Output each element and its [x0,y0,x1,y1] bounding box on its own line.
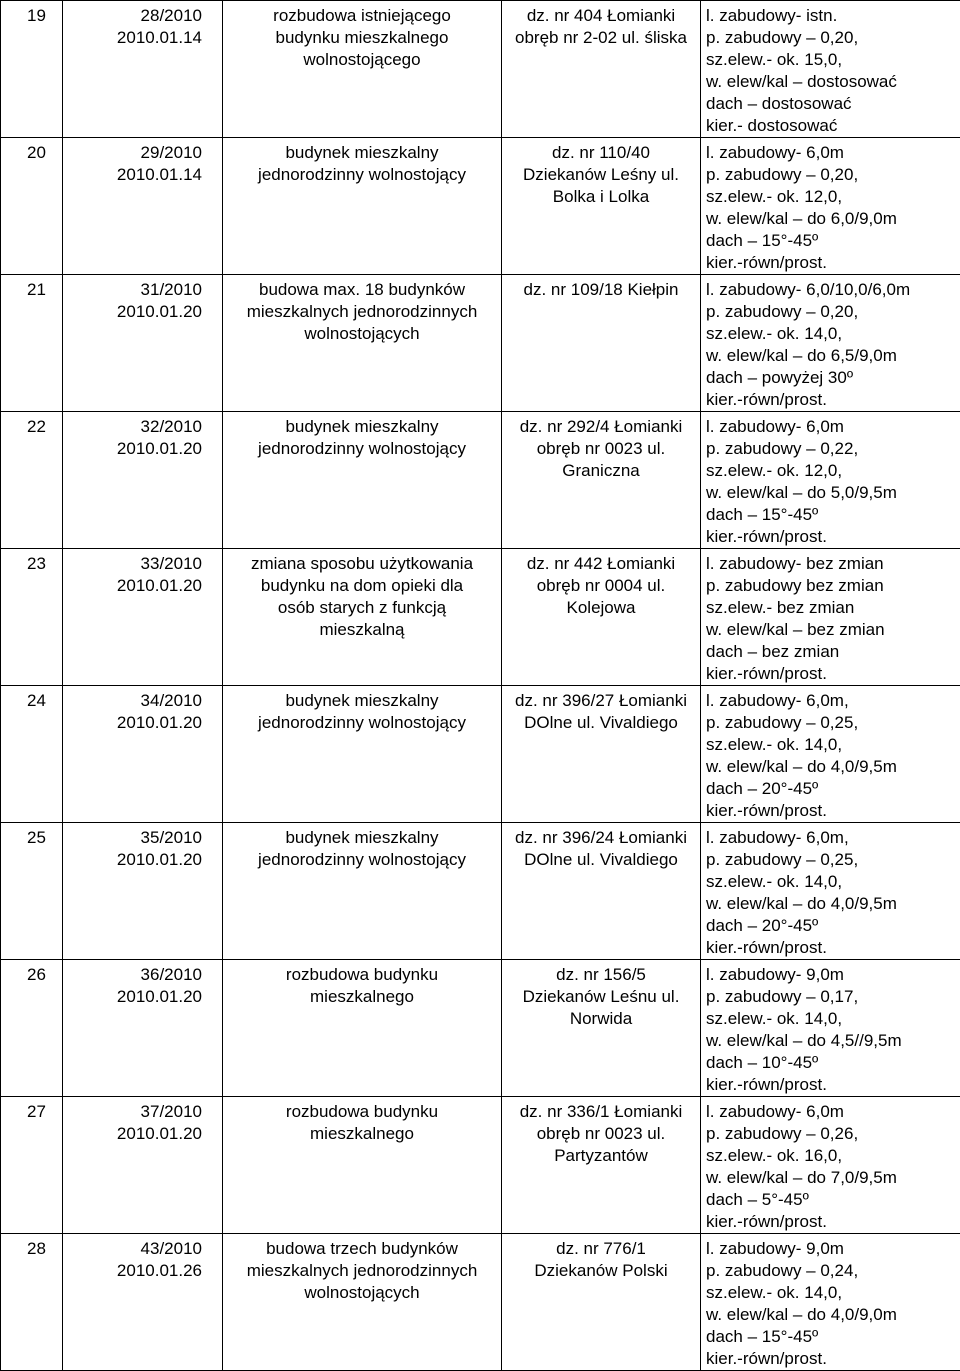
parameters-cell [701,412,960,549]
decision-number-cell [63,686,223,823]
row-number-cell [1,1234,63,1371]
row-number-cell [1,412,63,549]
location-line: Dziekanów Leśnu ul. [502,986,700,1008]
parameters-line: l. zabudowy- 6,0/10,0/6,0m [706,279,960,301]
decision-number-line: 37/2010 [63,1101,202,1123]
parameters-cell [701,275,960,412]
parameters-line: sz.elew.- ok. 14,0, [706,734,960,756]
decision-number-cell [63,549,223,686]
parameters-line: sz.elew.- ok. 12,0, [706,186,960,208]
description-line: budynek mieszkalny [223,827,501,849]
parameters-cell [701,549,960,686]
location-line: Norwida [502,1008,700,1030]
location-line: dz. nr 404 Łomianki [502,5,700,27]
location-cell [502,686,701,823]
decision-number-cell [63,275,223,412]
parameters-line: kier.-równ/prost. [706,526,960,548]
description-line: jednorodzinny wolnostojący [223,164,501,186]
location-line: Graniczna [502,460,700,482]
decision-number-line: 35/2010 [63,827,202,849]
description-line: rozbudowa budynku [223,1101,501,1123]
row-number-text: 22 [27,416,62,438]
parameters-line: sz.elew.- bez zmian [706,597,960,619]
row-number-text: 25 [27,827,62,849]
description-line: budynku na dom opieki dla [223,575,501,597]
parameters-line: l. zabudowy- 6,0m, [706,690,960,712]
decision-number-line: 33/2010 [63,553,202,575]
description-cell [223,549,502,686]
parameters-line: dach – 20°-45º [706,778,960,800]
decision-number-line: 2010.01.26 [63,1260,202,1282]
parameters-line: w. elew/kal – do 4,0/9,5m [706,893,960,915]
parameters-line: sz.elew.- ok. 14,0, [706,323,960,345]
row-number-cell [1,960,63,1097]
row-number-text: 20 [27,142,62,164]
decision-number-line: 34/2010 [63,690,202,712]
parameters-cell [701,138,960,275]
description-line: budowa trzech budynków [223,1238,501,1260]
table-row [1,1,960,138]
parameters-line: p. zabudowy – 0,25, [706,712,960,734]
decision-number-line: 31/2010 [63,279,202,301]
decisions-table-body [1,1,960,1371]
description-line: mieszkalnych jednorodzinnych [223,301,501,323]
parameters-line: p. zabudowy – 0,22, [706,438,960,460]
description-cell [223,1234,502,1371]
description-line: mieszkalnego [223,986,501,1008]
row-number-cell [1,686,63,823]
row-number-cell [1,1097,63,1234]
row-number-cell [1,1,63,138]
location-cell [502,1,701,138]
parameters-line: l. zabudowy- 6,0m [706,142,960,164]
location-cell [502,549,701,686]
decision-number-line: 2010.01.20 [63,986,202,1008]
decision-number-line: 2010.01.20 [63,438,202,460]
location-line: Bolka i Lolka [502,186,700,208]
location-line: dz. nr 292/4 Łomianki [502,416,700,438]
parameters-line: w. elew/kal – do 4,5//9,5m [706,1030,960,1052]
description-line: mieszkalnych jednorodzinnych [223,1260,501,1282]
parameters-line: kier.-równ/prost. [706,252,960,274]
location-line: dz. nr 442 Łomianki [502,553,700,575]
description-line: rozbudowa budynku [223,964,501,986]
description-line: budynku mieszkalnego [223,27,501,49]
parameters-line: w. elew/kal – do 5,0/9,5m [706,482,960,504]
decision-number-line: 2010.01.20 [63,712,202,734]
parameters-line: l. zabudowy- 6,0m, [706,827,960,849]
parameters-line: l. zabudowy- 6,0m [706,1101,960,1123]
parameters-line: sz.elew.- ok. 14,0, [706,1282,960,1304]
row-number-text: 24 [27,690,62,712]
parameters-line: dach – bez zmian [706,641,960,663]
parameters-line: dach – 10°-45º [706,1052,960,1074]
parameters-cell [701,1234,960,1371]
description-cell [223,960,502,1097]
location-cell [502,138,701,275]
description-cell [223,1097,502,1234]
parameters-cell [701,823,960,960]
location-line: dz. nr 336/1 Łomianki [502,1101,700,1123]
parameters-line: l. zabudowy- 6,0m [706,416,960,438]
parameters-line: kier.-równ/prost. [706,1074,960,1096]
parameters-line: w. elew/kal – do 4,0/9,0m [706,1304,960,1326]
decision-number-cell [63,1234,223,1371]
parameters-line: p. zabudowy – 0,25, [706,849,960,871]
parameters-line: dach – 15°-45º [706,230,960,252]
location-line: Dziekanów Polski [502,1260,700,1282]
parameters-line: dach – 5°-45º [706,1189,960,1211]
decision-number-cell [63,138,223,275]
description-line: jednorodzinny wolnostojący [223,712,501,734]
table-row [1,412,960,549]
description-line: mieszkalną [223,619,501,641]
location-cell [502,823,701,960]
location-line: dz. nr 396/27 Łomianki [502,690,700,712]
description-cell [223,412,502,549]
parameters-line: l. zabudowy- istn. [706,5,960,27]
parameters-line: w. elew/kal – bez zmian [706,619,960,641]
parameters-line: sz.elew.- ok. 15,0, [706,49,960,71]
description-line: rozbudowa istniejącego [223,5,501,27]
table-row [1,1234,960,1371]
description-line: zmiana sposobu użytkowania [223,553,501,575]
location-cell [502,960,701,1097]
location-line: Dziekanów Leśny ul. [502,164,700,186]
row-number-cell [1,549,63,686]
description-line: budynek mieszkalny [223,416,501,438]
row-number-cell [1,823,63,960]
location-line: dz. nr 776/1 [502,1238,700,1260]
parameters-line: dach – 15°-45º [706,504,960,526]
parameters-line: w. elew/kal – do 4,0/9,5m [706,756,960,778]
row-number-text: 26 [27,964,62,986]
description-line: budynek mieszkalny [223,142,501,164]
row-number-text: 21 [27,279,62,301]
description-cell [223,1,502,138]
parameters-cell [701,960,960,1097]
description-line: mieszkalnego [223,1123,501,1145]
location-line: dz. nr 110/40 [502,142,700,164]
decision-number-line: 2010.01.20 [63,1123,202,1145]
parameters-line: l. zabudowy- bez zmian [706,553,960,575]
parameters-line: dach – 20°-45º [706,915,960,937]
description-line: jednorodzinny wolnostojący [223,849,501,871]
parameters-line: p. zabudowy – 0,20, [706,27,960,49]
table-row [1,1097,960,1234]
location-cell [502,1234,701,1371]
description-cell [223,275,502,412]
parameters-cell [701,686,960,823]
table-row [1,823,960,960]
decision-number-line: 2010.01.20 [63,301,202,323]
decision-number-line: 2010.01.20 [63,849,202,871]
description-cell [223,686,502,823]
parameters-line: p. zabudowy – 0,20, [706,301,960,323]
parameters-line: dach – powyżej 30º [706,367,960,389]
decision-number-line: 43/2010 [63,1238,202,1260]
location-line: obręb nr 2-02 ul. śliska [502,27,700,49]
parameters-line: l. zabudowy- 9,0m [706,1238,960,1260]
location-line: Partyzantów [502,1145,700,1167]
table-row [1,960,960,1097]
parameters-line: dach – 15°-45º [706,1326,960,1348]
parameters-line: p. zabudowy bez zmian [706,575,960,597]
row-number-text: 28 [27,1238,62,1260]
parameters-line: kier.-równ/prost. [706,937,960,959]
parameters-line: kier.-równ/prost. [706,1348,960,1370]
decision-number-cell [63,412,223,549]
decision-number-cell [63,823,223,960]
location-cell [502,1097,701,1234]
parameters-line: w. elew/kal – do 7,0/9,5m [706,1167,960,1189]
parameters-line: kier.-równ/prost. [706,389,960,411]
table-row [1,686,960,823]
decision-number-line: 2010.01.14 [63,164,202,186]
row-number-text: 23 [27,553,62,575]
row-number-text: 27 [27,1101,62,1123]
parameters-cell [701,1,960,138]
location-line: Kolejowa [502,597,700,619]
description-line: wolnostojących [223,323,501,345]
parameters-cell [701,1097,960,1234]
location-line: dz. nr 396/24 Łomianki [502,827,700,849]
parameters-line: w. elew/kal – dostosować [706,71,960,93]
location-line: DOlne ul. Vivaldiego [502,712,700,734]
parameters-line: l. zabudowy- 9,0m [706,964,960,986]
parameters-line: w. elew/kal – do 6,0/9,0m [706,208,960,230]
row-number-cell [1,138,63,275]
decision-number-line: 28/2010 [63,5,202,27]
parameters-line: p. zabudowy – 0,17, [706,986,960,1008]
description-line: budynek mieszkalny [223,690,501,712]
decision-number-line: 2010.01.14 [63,27,202,49]
parameters-line: p. zabudowy – 0,20, [706,164,960,186]
parameters-line: sz.elew.- ok. 12,0, [706,460,960,482]
parameters-line: dach – dostosować [706,93,960,115]
table-row [1,275,960,412]
description-line: budowa max. 18 budynków [223,279,501,301]
table-row [1,549,960,686]
decision-number-cell [63,1,223,138]
parameters-line: sz.elew.- ok. 14,0, [706,871,960,893]
decision-number-line: 36/2010 [63,964,202,986]
location-line: obręb nr 0004 ul. [502,575,700,597]
parameters-line: p. zabudowy – 0,24, [706,1260,960,1282]
location-cell [502,412,701,549]
decision-number-line: 32/2010 [63,416,202,438]
row-number-text: 19 [27,5,62,27]
location-line: obręb nr 0023 ul. [502,438,700,460]
location-line: dz. nr 156/5 [502,964,700,986]
parameters-line: sz.elew.- ok. 14,0, [706,1008,960,1030]
description-cell [223,823,502,960]
decision-number-cell [63,960,223,1097]
table-row [1,138,960,275]
location-line: dz. nr 109/18 Kiełpin [502,279,700,301]
parameters-line: p. zabudowy – 0,26, [706,1123,960,1145]
decision-number-line: 29/2010 [63,142,202,164]
decision-number-cell [63,1097,223,1234]
location-line: obręb nr 0023 ul. [502,1123,700,1145]
parameters-line: kier.-równ/prost. [706,663,960,685]
location-line: DOlne ul. Vivaldiego [502,849,700,871]
row-number-cell [1,275,63,412]
description-line: osób starych z funkcją [223,597,501,619]
parameters-line: kier.- dostosować [706,115,960,137]
parameters-line: sz.elew.- ok. 16,0, [706,1145,960,1167]
location-cell [502,275,701,412]
parameters-line: kier.-równ/prost. [706,800,960,822]
description-line: wolnostojących [223,1282,501,1304]
description-line: jednorodzinny wolnostojący [223,438,501,460]
parameters-line: kier.-równ/prost. [706,1211,960,1233]
parameters-line: w. elew/kal – do 6,5/9,0m [706,345,960,367]
decision-number-line: 2010.01.20 [63,575,202,597]
description-cell [223,138,502,275]
description-line: wolnostojącego [223,49,501,71]
